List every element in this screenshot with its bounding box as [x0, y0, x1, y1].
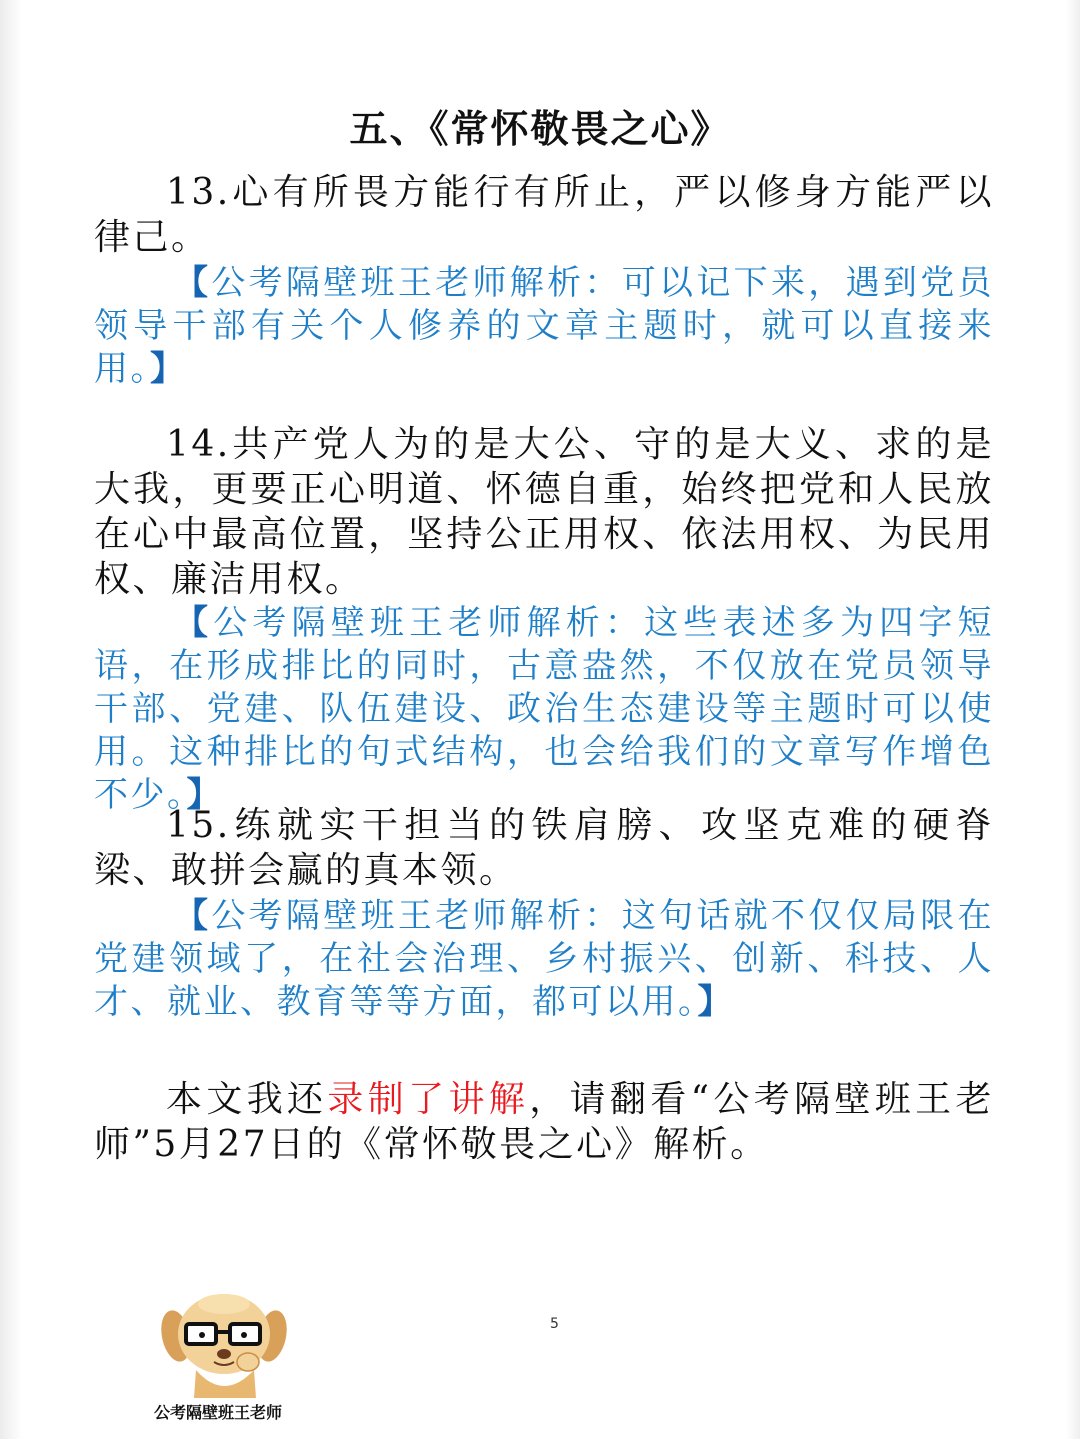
item-13-note	[94, 262, 994, 391]
note-text: 公考隔壁班王老师解析：可以记下来，遇到党员领导干部有关个人修养的文章主题时，就可以直接来用。	[94, 263, 995, 389]
bracket-close: 】	[697, 982, 734, 1022]
bracket-open: 【	[174, 263, 212, 303]
bracket-open: 【	[174, 896, 212, 936]
item-text: 15.练就实干担当的铁肩膀、攻坚克难的硬脊梁、敢拼会赢的真本领。	[94, 805, 994, 891]
note-text: 公考隔壁班王老师解析：这句话就不仅仅局限在党建领域了，在社会治理、乡村振兴、创新、科技、人才、就业、教育等等方面，都可以用。	[94, 896, 995, 1022]
closing-after: ，请翻看“公考隔壁班王老师”5月27日的《常怀敬畏之心》解析。	[94, 1079, 994, 1165]
page-shadow-left	[0, 0, 22, 1439]
section-title: 五、《常怀敬畏之心》	[349, 107, 731, 151]
closing-highlight: 录制了讲解	[327, 1079, 530, 1120]
dog-mascot-logo	[160, 1290, 290, 1398]
analysis-note	[94, 602, 994, 817]
brand-name: 公考隔壁班王老师	[154, 1403, 283, 1422]
item-14	[94, 422, 994, 602]
closing-paragraph	[94, 1077, 994, 1167]
page-shadow-right	[1066, 0, 1080, 1439]
item-text: 13.心有所畏方能行有所止，严以修身方能严以律己。	[94, 172, 994, 258]
item-14-note	[94, 602, 994, 817]
bracket-close: 】	[150, 349, 187, 389]
analysis-note	[94, 895, 994, 1024]
bracket-close: 】	[186, 775, 223, 815]
analysis-note	[94, 262, 994, 391]
closing-before: 本文我还	[166, 1079, 328, 1120]
note-text: 公考隔壁班王老师解析：这些表述多为四字短语，在形成排比的同时，古意盎然，不仅放在党员领导干部、党建、队伍建设、政治生态建设等主题时可以使用。这种排比的句式结构，也会给我们的文章写作增色不少。	[94, 603, 995, 815]
bracket-open: 【	[174, 603, 214, 643]
item-15	[94, 803, 994, 893]
closing-text	[94, 1077, 994, 1167]
item-text: 14.共产党人为的是大公、守的是大义、求的是大我，更要正心明道、怀德自重，始终把党和人民放在心中最高位置，坚持公正用权、依法用权、为民用权、廉洁用权。	[94, 424, 994, 600]
page-number: 5	[550, 1316, 559, 1332]
item-15-note	[94, 895, 994, 1024]
item-13	[94, 170, 994, 260]
